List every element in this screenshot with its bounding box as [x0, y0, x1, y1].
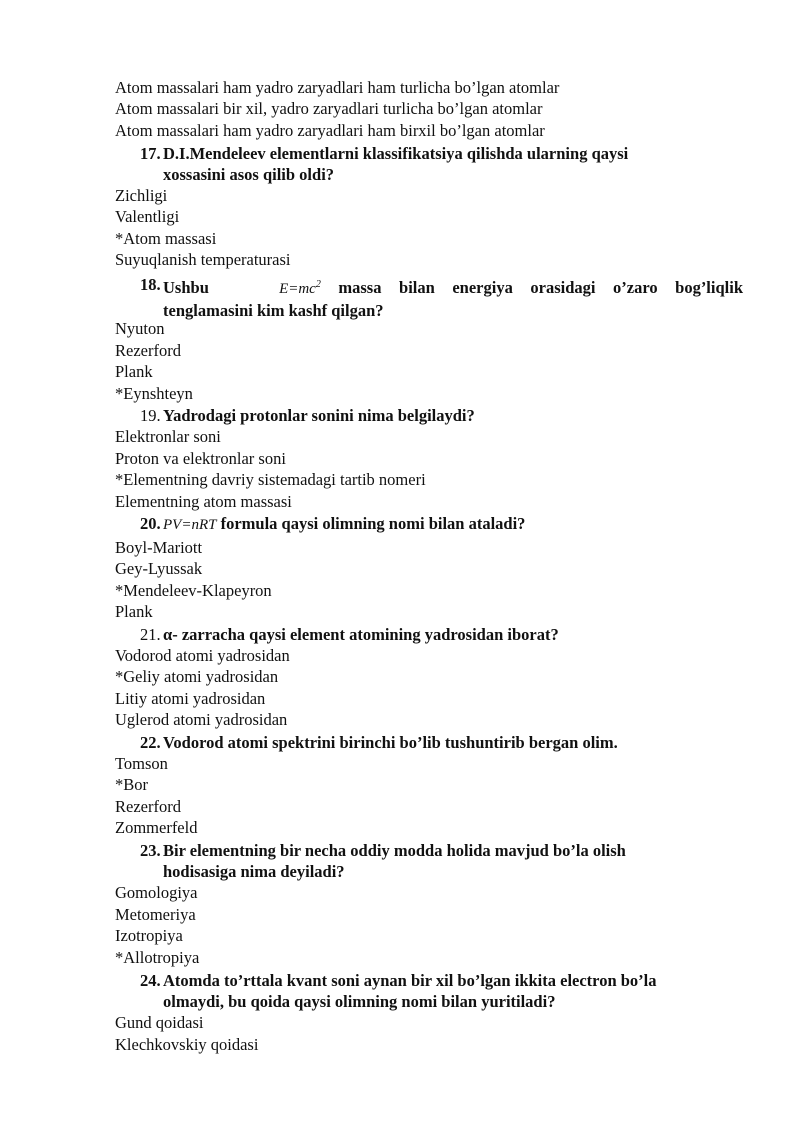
question-text-rest: formula qaysi olimning nomi bilan ataladi? [220, 514, 526, 533]
question-22 [140, 732, 743, 753]
option-text: Boyl-Mariott [115, 538, 203, 557]
option-text: Rezerford [115, 341, 181, 360]
formula-emc2 [279, 281, 321, 297]
question-text-line1: α- zarracha qaysi element atomining yadrosidan iborat? [163, 625, 559, 644]
question-text-line2: olmaydi, bu qoida qaysi olimning nomi bilan yuritiladi? [163, 992, 556, 1011]
option-text: *Eynshteyn [115, 384, 193, 403]
option-text: Nyuton [115, 319, 165, 338]
question-number: 24. [140, 971, 161, 990]
option-text: Plank [115, 362, 153, 381]
question-number: 17. [140, 144, 161, 163]
question-text-line1: Vodorod atomi spektrini birinchi bo’lib tushuntirib bergan olim. [163, 733, 618, 752]
option-text: Valentligi [115, 207, 180, 226]
option-text: Gey-Lyussak [115, 559, 203, 578]
question-text-line1 [163, 274, 743, 300]
question-number: 20. [140, 514, 161, 533]
option-text: Plank [115, 602, 153, 621]
option-text: Zommerfeld [115, 818, 198, 837]
question-text-line2: hodisasiga nima deyiladi? [163, 862, 345, 881]
option-text: Klechkovskiy qoidasi [115, 1035, 259, 1054]
question-text-line1: Atomda to’rttala kvant soni aynan bir xil bo’lgan ikkita electron bo’la [163, 971, 657, 990]
question-text-rest: massa bilan energiya orasidagi o’zaro bog’liqlik [338, 278, 744, 297]
question-number: 23. [140, 841, 161, 860]
question-20 [140, 513, 743, 536]
option-text: Litiy atomi yadrosidan [115, 689, 266, 708]
option-text: Proton va elektronlar soni [115, 449, 286, 468]
option-text: Zichligi [115, 186, 168, 205]
question-number: 18. [140, 275, 161, 294]
question-number: 19. [140, 406, 161, 425]
option-text: Metomeriya [115, 905, 196, 924]
question-text-line2: xossasini asos qilib oldi? [163, 165, 335, 184]
option-text: Atom massalari ham yadro zaryadlari ham turlicha bo’lgan atomlar [115, 78, 560, 97]
question-19 [140, 405, 743, 426]
question-18 [140, 274, 743, 321]
question-text-line1: Bir elementning bir necha oddiy modda holida mavjud bo’la olish [163, 841, 626, 860]
option-text: Izotropiya [115, 926, 183, 945]
question-24 [140, 970, 743, 1012]
option-text: Rezerford [115, 797, 181, 816]
option-text: Gomologiya [115, 883, 198, 902]
question-number: 22. [140, 733, 161, 752]
option-text: Atom massalari bir xil, yadro zaryadlari turlicha bo’lgan atomlar [115, 99, 543, 118]
question-21 [140, 624, 743, 645]
option-text: Uglerod atomi yadrosidan [115, 710, 288, 729]
option-text: Gund qoidasi [115, 1013, 204, 1032]
question-text-line2: tenglamasini kim kashf qilgan? [163, 301, 384, 320]
option-text: *Bor [115, 775, 148, 794]
option-text: Suyuqlanish temperaturasi [115, 250, 291, 269]
formula-exponent: 2 [315, 279, 321, 290]
option-text: *Elementning davriy sistemadagi tartib nomeri [115, 470, 426, 489]
question-text-line1: D.I.Mendeleev elementlarni klassifikatsiya qilishda ularning qaysi [163, 144, 629, 163]
option-text: *Mendeleev-Klapeyron [115, 581, 272, 600]
formula-pv-nrt: PV=nRT [163, 517, 217, 533]
question-17 [140, 143, 743, 185]
option-text: Atom massalari ham yadro zaryadlari ham birxil bo’lgan atomlar [115, 121, 545, 140]
question-23 [140, 840, 743, 882]
option-text: Vodorod atomi yadrosidan [115, 646, 290, 665]
option-text: *Atom massasi [115, 229, 217, 248]
option-text: *Allotropiya [115, 948, 200, 967]
question-text-line1: Yadrodagi protonlar sonini nima belgilaydi? [163, 406, 475, 425]
question-text-line1 [163, 513, 743, 536]
option-text: Elektronlar soni [115, 427, 221, 446]
option-text: Tomson [115, 754, 168, 773]
option-text: Elementning atom massasi [115, 492, 292, 511]
question-number: 21. [140, 625, 161, 644]
option-text: *Geliy atomi yadrosidan [115, 667, 279, 686]
formula-base: E=mc [279, 281, 316, 297]
question-text-pre: Ushbu [163, 278, 209, 297]
